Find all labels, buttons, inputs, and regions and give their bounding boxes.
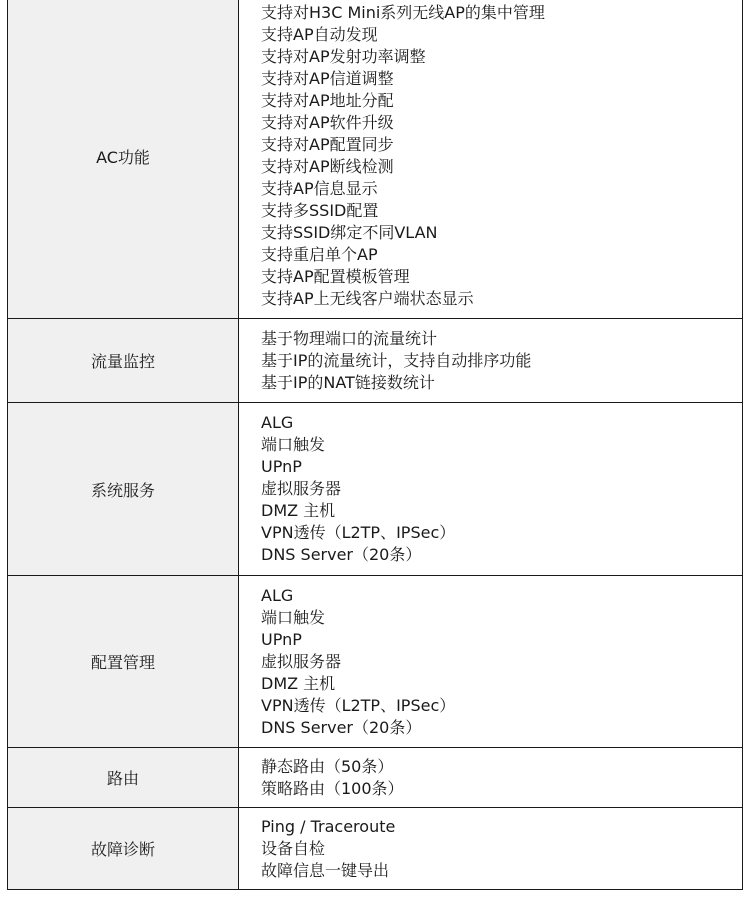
- row-label: 故障诊断: [7, 808, 239, 889]
- list-item: 支持多SSID配置: [261, 201, 379, 220]
- list-item: 基于IP的NAT链接数统计: [261, 372, 435, 392]
- row-label: AC功能: [7, 0, 239, 318]
- list-item: ALG: [261, 585, 294, 605]
- table-row: [7, 0, 743, 319]
- row-values: [239, 808, 743, 889]
- list-item: ALG: [261, 413, 294, 432]
- list-item: 支持对AP发射功率调整: [261, 47, 426, 66]
- list-item: VPN透传（L2TP、IPSec）: [261, 695, 456, 715]
- list-item: VPN透传（L2TP、IPSec）: [261, 523, 456, 542]
- row-values: [239, 0, 743, 318]
- list-item: 支持对AP地址分配: [261, 91, 394, 110]
- spec-table: [7, 0, 743, 890]
- list-item: DMZ 主机: [261, 673, 336, 693]
- list-item: 设备自检: [261, 838, 326, 858]
- list-item: 故障信息一键导出: [261, 860, 390, 880]
- list-item: 支持AP配置模板管理: [261, 267, 410, 286]
- row-label: 系统服务: [7, 403, 239, 575]
- list-item: 支持AP上无线客户端状态显示: [261, 289, 474, 308]
- list-item: 策略路由（100条）: [261, 778, 404, 798]
- row-label: 路由: [7, 748, 239, 807]
- row-label: 配置管理: [7, 576, 239, 747]
- list-item: 支持对H3C Mini系列无线AP的集中管理: [261, 3, 545, 22]
- list-item: 虚拟服务器: [261, 651, 342, 671]
- table-row: [7, 748, 743, 808]
- list-item: 基于物理端口的流量统计: [261, 328, 438, 348]
- list-item: DNS Server（20条）: [261, 545, 422, 564]
- row-values: [239, 576, 743, 747]
- list-item: UPnP: [261, 457, 302, 476]
- list-item: 支持SSID绑定不同VLAN: [261, 223, 438, 242]
- table-row: [7, 403, 743, 576]
- table-row: [7, 576, 743, 748]
- list-item: 端口触发: [261, 435, 326, 454]
- row-label: 流量监控: [7, 319, 239, 402]
- list-item: DMZ 主机: [261, 501, 336, 520]
- list-item: 支持对AP配置同步: [261, 135, 394, 154]
- table-row: [7, 319, 743, 403]
- list-item: 支持对AP断线检测: [261, 157, 394, 176]
- list-item: 支持对AP软件升级: [261, 113, 394, 132]
- list-item: 静态路由（50条）: [261, 756, 394, 776]
- row-values: [239, 319, 743, 402]
- row-values: [239, 403, 743, 575]
- list-item: DNS Server（20条）: [261, 717, 422, 737]
- list-item: 支持AP自动发现: [261, 25, 378, 44]
- list-item: 支持AP信息显示: [261, 179, 378, 198]
- list-item: 基于IP的流量统计，支持自动排序功能: [261, 350, 532, 370]
- list-item: Ping / Traceroute: [261, 816, 396, 836]
- list-item: 支持重启单个AP: [261, 245, 378, 264]
- list-item: 端口触发: [261, 607, 326, 627]
- list-item: 虚拟服务器: [261, 479, 342, 498]
- list-item: UPnP: [261, 629, 302, 649]
- list-item: 支持对AP信道调整: [261, 69, 394, 88]
- row-values: [239, 748, 743, 807]
- table-row: [7, 808, 743, 890]
